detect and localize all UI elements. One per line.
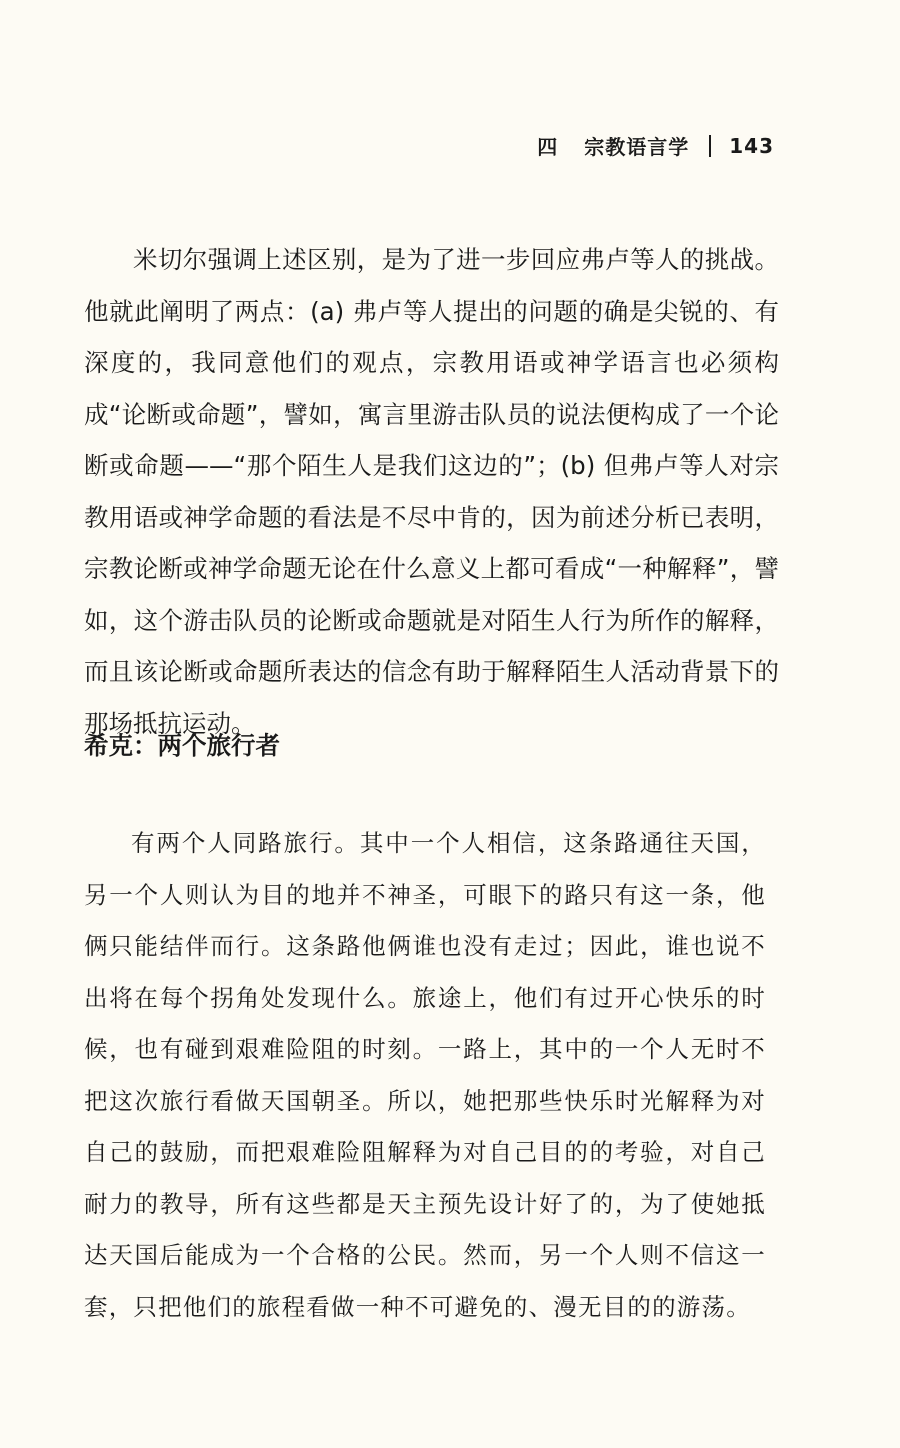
chapter-number: 四 <box>537 135 559 159</box>
page-number: 143 <box>729 133 774 158</box>
quote-paragraph: 有两个人同路旅行。其中一个人相信，这条路通往天国，另一个人则认为目的地并不神圣，可眼下的路只有这一条，他俩只能结伴而行。这条路他俩谁也没有走过；因此，谁也说不出将在每个拐角处发现什么。旅途上，他们有过开心快乐的时候，也有碰到艰难险阻的时刻。一路上，其中的一个人无时不把这次旅行看做天国朝圣。所以，她把那些快乐时光解释为对自己的鼓励，而把艰难险阻解释为对自己目的的考验，对自己耐力的教导，所有这些都是天主预先设计好了的，为了使她抵达天国后能成为一个合格的公民。然而，另一个人则不信这一套，只把他们的旅程看做一种不可避免的、漫无目的的游荡。 <box>84 829 766 1321</box>
section-heading: 希克：两个旅行者 <box>84 731 280 760</box>
body-paragraph: 米切尔强调上述区别，是为了进一步回应弗卢等人的挑战。他就此阐明了两点：(a) 弗卢等人提出的问题的确是尖锐的、有深度的，我同意他们的观点，宗教用语或神学语言也必须构成“论断或命题”，譬如，寓言里游击队员的说法便构成了一个论断或命题——“那个陌生人是我们这边的”；(b) 但弗卢等人对宗教用语或神学命题的看法是不尽中肯的，因为前述分析已表明，宗教论断或神学命题无论在什么意义上都可看成“一种解释”，譬如，这个游击队员的论断或命题就是对陌生人行为所作的解释，而且该论断或命题所表达的信念有助于解释陌生人活动背景下的那场抵抗运动。 <box>84 245 779 738</box>
header-divider <box>709 135 711 157</box>
chapter-title: 宗教语言学 <box>584 135 690 159</box>
running-head <box>537 131 774 160</box>
